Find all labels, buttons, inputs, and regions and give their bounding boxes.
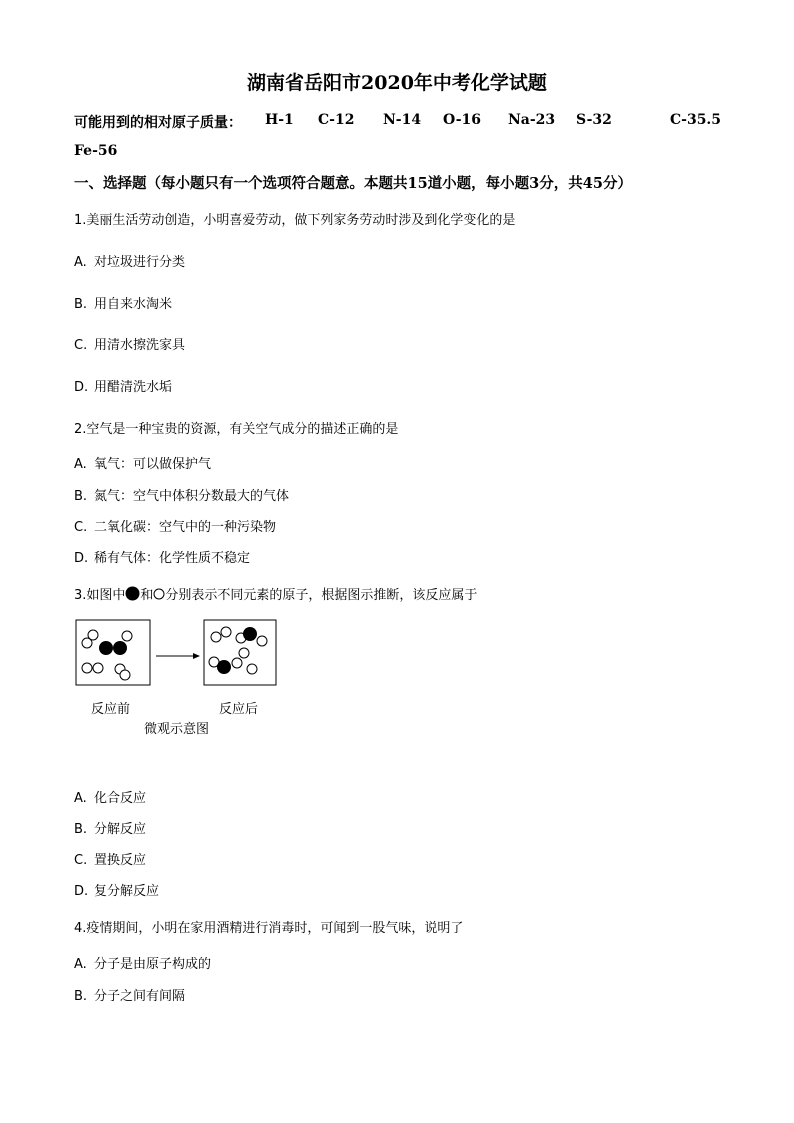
atomic-mass-c: C-12 [318,112,355,128]
atomic-mass-s: S-32 [576,112,612,128]
question-4-option-a[interactable]: A. 分子是由原子构成的 [74,957,212,972]
question-3-option-b[interactable]: B. 分解反应 [74,822,147,837]
section-heading: 一、选择题（每小题只有一个选项符合题意。本题共15道小题，每小题3分，共45分） [74,175,632,192]
atomic-mass-cl: C-35.5 [670,112,722,128]
question-3-stem: 3.如图中 和 分别表示不同元素的原子，根据图示推断，该反应属于 [74,588,478,603]
question-3-option-a[interactable]: A. 化合反应 [74,791,147,806]
atomic-mass-na: Na-23 [508,112,556,128]
question-2-option-a[interactable]: A. 氧气：可以做保护气 [74,457,212,472]
question-1-stem: 1.美丽生活劳动创造，小明喜爱劳动，做下列家务劳动时涉及到化学变化的是 [74,213,516,228]
question-1-option-c[interactable]: C. 用清水擦洗家具 [74,338,186,353]
reaction-arrow-icon [156,653,200,659]
question-3-option-d[interactable]: D. 复分解反应 [74,884,160,899]
question-3-option-c[interactable]: C. 置换反应 [74,853,147,868]
diagram-caption: 微观示意图 [144,722,210,737]
atomic-mass-n: N-14 [383,112,422,128]
reaction-diagram [74,617,284,689]
before-reaction-box [76,620,150,685]
atomic-mass-o: O-16 [443,112,482,128]
atomic-mass-label: 可能用到的相对原子质量： [74,115,242,131]
page-title: 湖南省岳阳市2020年中考化学试题 [247,72,547,94]
question-1-option-b[interactable]: B. 用自来水淘米 [74,297,173,312]
question-4-stem: 4.疫情期间，小明在家用酒精进行消毒时，可闻到一股气味，说明了 [74,921,464,936]
atomic-mass-h: H-1 [265,112,294,128]
after-reaction-label: 反应后 [219,702,259,717]
atomic-mass-fe: Fe-56 [74,143,118,159]
question-2-option-d[interactable]: D. 稀有气体：化学性质不稳定 [74,551,251,566]
question-2-stem: 2.空气是一种宝贵的资源，有关空气成分的描述正确的是 [74,422,399,437]
filled-atom-icon [125,586,140,601]
question-2-option-c[interactable]: C. 二氧化碳：空气中的一种污染物 [74,520,277,535]
hollow-atom-icon [153,588,165,600]
question-1-option-a[interactable]: A. 对垃圾进行分类 [74,255,186,270]
question-2-option-b[interactable]: B. 氮气：空气中体积分数最大的气体 [74,489,290,504]
question-1-option-d[interactable]: D. 用醋清洗水垢 [74,380,173,395]
before-reaction-label: 反应前 [91,702,131,717]
question-4-option-b[interactable]: B. 分子之间有间隔 [74,989,186,1004]
